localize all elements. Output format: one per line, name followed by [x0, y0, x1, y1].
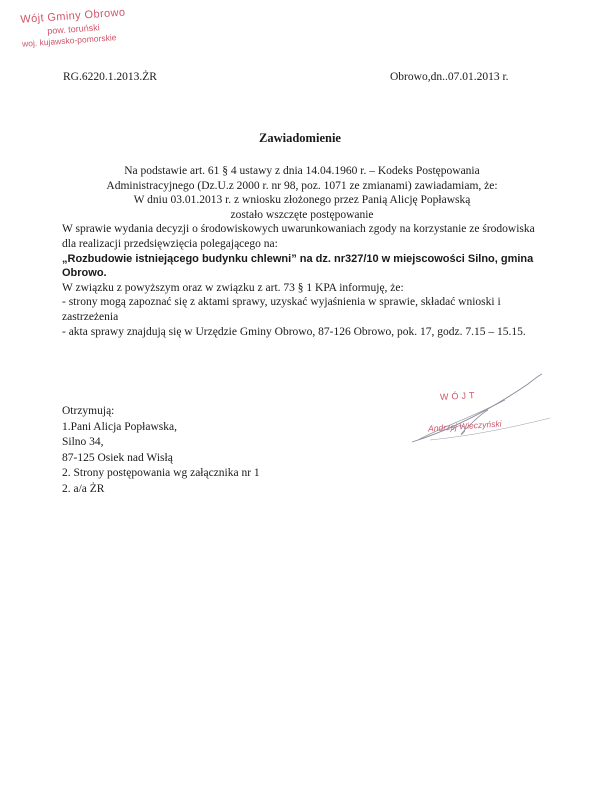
recipient-line: Silno 34, — [62, 436, 104, 448]
body-bullet-rights: - strony mogą zapoznać się z aktami sprawy, uzyskać wyjaśnienia w sprawie, składać wnioski i zastrzeżenia — [62, 296, 501, 323]
office-stamp — [18, 7, 127, 50]
document-title: Zawiadomienie — [259, 131, 341, 145]
place-date: Obrowo,dn..07.01.2013 r. — [390, 71, 509, 83]
body-line-proceedings-started: zostało wszczęte postępowanie — [230, 208, 374, 221]
handwritten-signature — [410, 370, 560, 460]
stamp-line-3: woj. kujawsko-pomorskie — [21, 32, 117, 49]
recipient-line: 87-125 Osiek nad Wisłą — [62, 451, 173, 464]
body-line-legal-basis-cont: Administracyjnego (Dz.U.z 2000 r. nr 98, poz. 1071 ze zmianami) zawiadamiam, że: — [106, 179, 498, 192]
signature-stamp-name: Andrzej Wieczyński — [427, 418, 502, 434]
document-body — [62, 164, 542, 339]
recipient-line: 1.Pani Alicja Popławska, — [62, 420, 177, 433]
body-line-request-date: W dniu 03.01.2013 r. z wniosku złożonego przez Panią Alicję Popławską — [133, 194, 471, 207]
recipient-line: 2. Strony postępowania wg załącznika nr 1 — [62, 467, 260, 479]
stamp-line-2: pow. toruński — [46, 22, 100, 36]
signature-stamp-title: WÓJT — [439, 390, 478, 402]
stamp-line-1: Wójt Gminy Obrowo — [19, 6, 126, 26]
body-line-legal-basis: Na podstawie art. 61 § 4 ustawy z dnia 14.04.1960 r. – Kodeks Postępowania — [124, 165, 480, 177]
recipients-heading: Otrzymują: — [62, 405, 115, 417]
body-project-name: „Rozbudowie istniejącego budynku chlewni” na dz. nr327/10 w miejscowości Silno, gmina Obrowo. — [62, 252, 534, 280]
reference-number: RG.6220.1.2013.ŻR — [63, 71, 157, 83]
recipient-line: 2. a/a ŻR — [62, 482, 105, 495]
body-paragraph-subject: W sprawie wydania decyzji o środowiskowych uwarunkowaniach zgody na korzystanie ze środowiska dla realizacji przedsięwzięcia polegającego na: — [62, 223, 535, 250]
body-bullet-files-location: - akta sprawy znajdują się w Urzędzie Gminy Obrowo, 87-126 Obrowo, pok. 17, godz. 7.15 – 15.15. — [62, 325, 526, 338]
body-paragraph-information: W związku z powyższym oraz w związku z art. 73 § 1 KPA informuję, że: — [62, 281, 404, 294]
recipients-block — [62, 404, 362, 497]
